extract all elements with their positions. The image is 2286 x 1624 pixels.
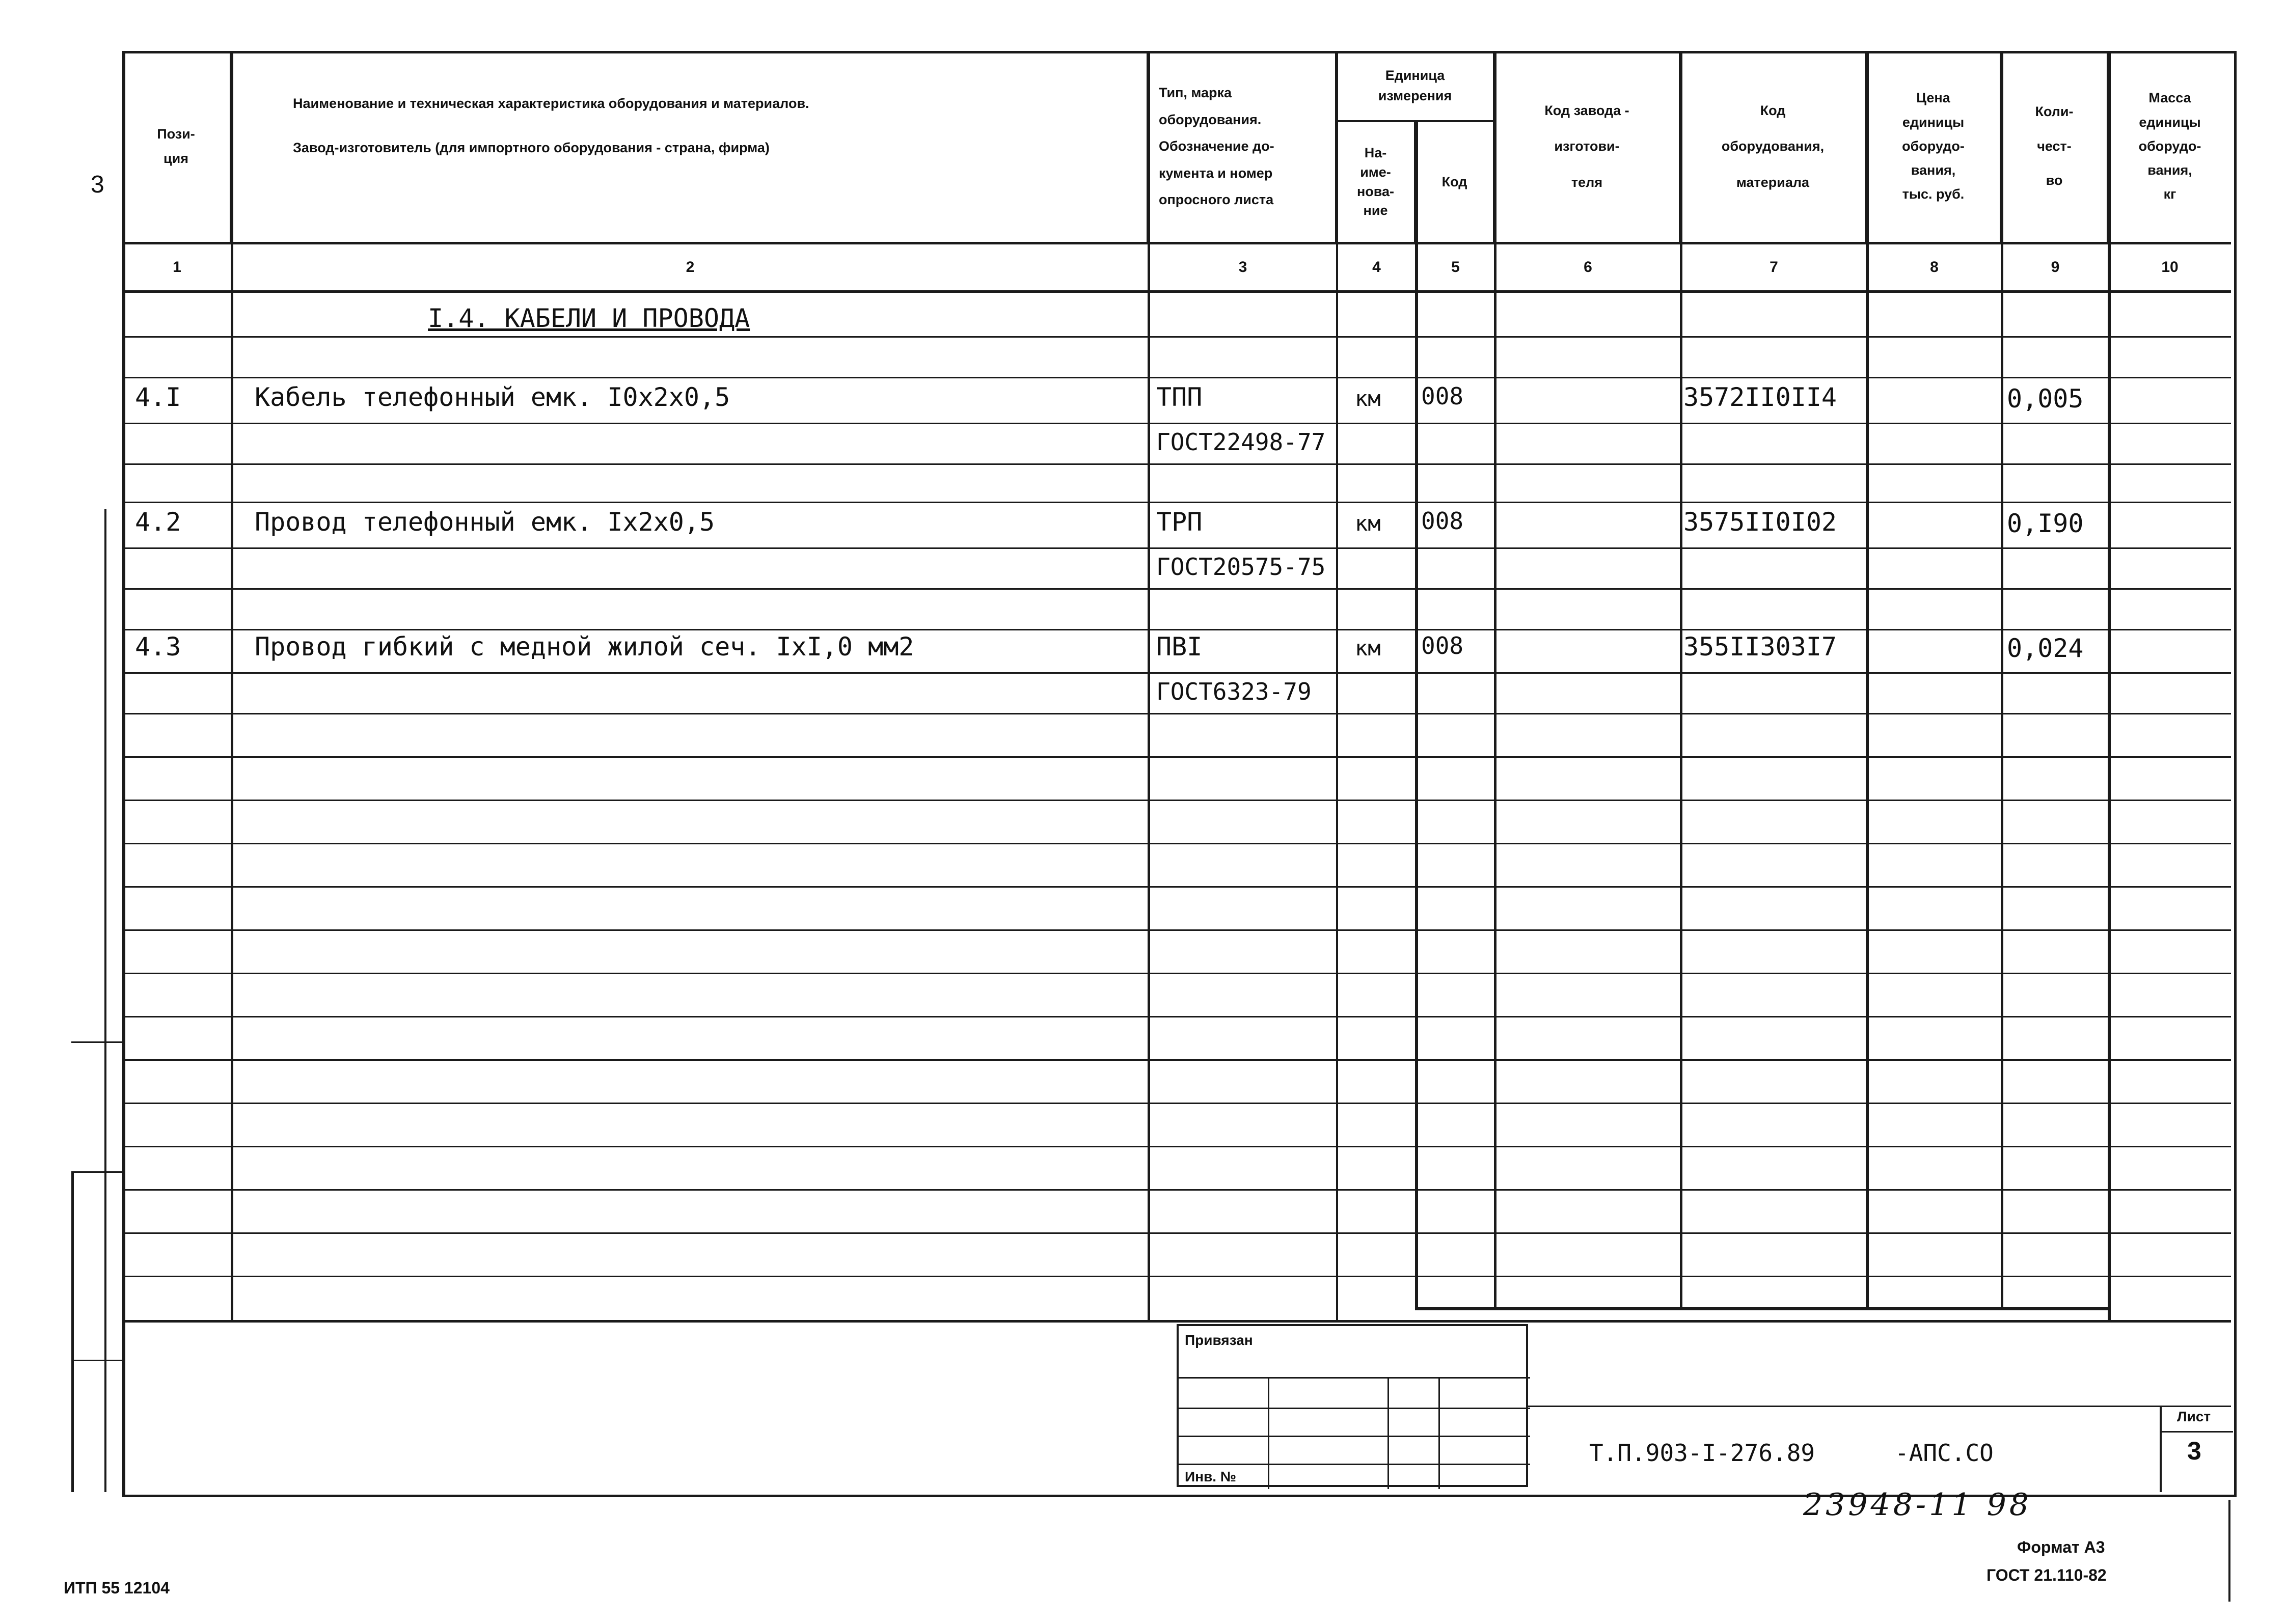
section-title: I.4. КАБЕЛИ И ПРОВОДА: [428, 304, 750, 333]
row-type-doc: ГОСТ6323-79: [1156, 678, 1312, 705]
col-num-5: 5: [1451, 259, 1460, 276]
row-unit-code: 008: [1421, 632, 1464, 659]
row-name: Кабель телефонный емк. I0х2х0,5: [255, 382, 730, 412]
row-type: ПВI: [1156, 632, 1203, 662]
header-name: Наименование и техническая характеристика оборудования и материалов. Завод-изготовитель (для импортного оборудования - страна, фирма): [232, 51, 1149, 242]
col-num-2: 2: [686, 259, 695, 276]
row-unit: км: [1355, 386, 1381, 411]
row-quantity: 0,I90: [2007, 509, 2084, 538]
document-suffix: -АПС.СО: [1895, 1439, 1994, 1467]
header-quantity: Коли- чест- во: [2002, 51, 2109, 242]
header-price: Цена единицы оборудо- вания, тыс. руб.: [1867, 51, 2002, 242]
left-margin-line: [71, 1171, 74, 1492]
row-position: 4.I: [135, 382, 181, 412]
header-mass: Масса единицы оборудо- вания, кг: [2138, 90, 2201, 202]
title-block-top-rule: [1528, 1406, 2231, 1407]
header-equipment-code: Код оборудования, материала: [1681, 51, 1867, 242]
bound-stamp: [1177, 1324, 1528, 1487]
left-margin-inner-line: [104, 509, 106, 1492]
row-code: 3572II0II4: [1683, 382, 1837, 412]
bottom-left-code: ИТП 55 12104: [64, 1579, 170, 1597]
header-type: Тип, марка оборудования. Обозначение до- кумента и номер опросного листа: [1149, 51, 1337, 242]
bound-label: Привязан: [1185, 1332, 1253, 1348]
row-type: ТПП: [1156, 382, 1203, 412]
col-num-4: 4: [1372, 259, 1381, 276]
col-num-10: 10: [2161, 259, 2179, 276]
header-factory-code: Код завода - изготови- теля: [1495, 51, 1681, 242]
col-line-1: [231, 51, 233, 1322]
row-unit-code: 008: [1421, 507, 1464, 535]
col-num-1: 1: [173, 259, 181, 276]
col-line-9: [2108, 51, 2111, 1322]
row-position: 4.3: [135, 632, 181, 662]
col-num-8: 8: [1930, 259, 1939, 276]
row-unit: км: [1355, 636, 1381, 660]
format-label: Формат А3: [2017, 1538, 2105, 1556]
col-num-3: 3: [1238, 259, 1247, 276]
row-name: Провод гибкий с медной жилой сеч. IхI,0 мм2: [255, 632, 914, 662]
bold-block-bottom: [1415, 1307, 2110, 1310]
header-unit-group: Единица измерения: [1337, 51, 1495, 122]
sheet-label: Лист: [2177, 1409, 2211, 1424]
row-type: ТРП: [1156, 507, 1203, 537]
row-name: Провод телефонный емк. Iх2х0,5: [255, 507, 715, 537]
col-line-7: [1866, 51, 1869, 1309]
left-margin-tick-1: [71, 1041, 122, 1043]
left-margin-tick-3: [71, 1360, 122, 1361]
sheet-number: 3: [2187, 1437, 2201, 1465]
col-num-6: 6: [1584, 259, 1592, 276]
inventory-number-label: Инв. №: [1185, 1469, 1237, 1484]
col-line-5: [1494, 51, 1496, 1309]
header-unit-code: Код: [1416, 122, 1495, 242]
row-code: 3575II0I02: [1683, 507, 1837, 537]
col-num-9: 9: [2051, 259, 2060, 276]
header-unit-name: На- име- нова- ние: [1337, 122, 1416, 242]
col-line-6: [1680, 51, 1682, 1309]
colnum-bottom-rule: [122, 290, 2231, 293]
row-code: 355II303I7: [1683, 632, 1837, 662]
col-line-4: [1415, 122, 1418, 1309]
col-line-8: [2001, 51, 2003, 1309]
row-quantity: 0,024: [2007, 634, 2084, 663]
col-num-7: 7: [1770, 259, 1778, 276]
right-edge-line: [2228, 1500, 2230, 1602]
row-position: 4.2: [135, 507, 181, 537]
gost-label: ГОСТ 21.110-82: [1986, 1566, 2107, 1584]
row-unit: км: [1355, 511, 1381, 536]
row-type-doc: ГОСТ22498-77: [1156, 428, 1326, 456]
body-bottom-rule: [122, 1320, 2231, 1323]
col-line-2: [1148, 51, 1150, 1322]
handwritten-number: 23948-11 98: [1803, 1487, 2032, 1523]
sheet-number-box: [2160, 1406, 2231, 1492]
margin-mark: 3: [91, 171, 104, 198]
left-margin-tick-2: [71, 1171, 122, 1173]
row-unit-code: 008: [1421, 382, 1464, 410]
col-line-3: [1336, 51, 1338, 1322]
document-code: Т.П.903-I-276.89: [1589, 1439, 1815, 1467]
row-type-doc: ГОСТ20575-75: [1156, 553, 1326, 581]
row-quantity: 0,005: [2007, 384, 2084, 414]
header-position: Пози- ция: [122, 51, 232, 242]
